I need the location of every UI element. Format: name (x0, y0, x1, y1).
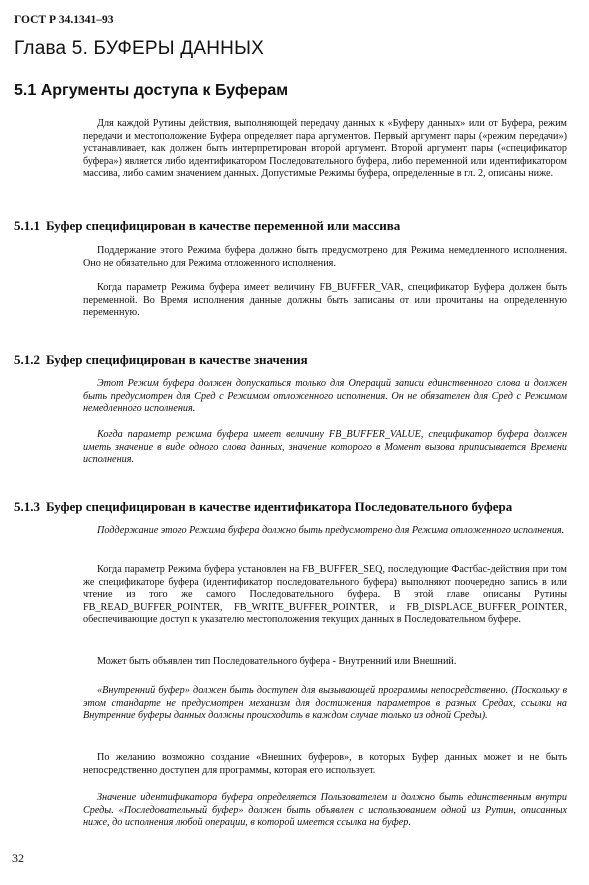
subsection-heading (14, 499, 512, 515)
subsection-title: Буфер специфицирован в качестве переменной или массива (46, 218, 401, 233)
chapter-title: Глава 5. БУФЕРЫ ДАННЫХ (14, 38, 264, 59)
paragraph: Поддержание этого Режима буфера должно быть предусмотрено для Режима немедленного исполнения. Оно не обязательно для Режима отложенного исполнения. (83, 245, 567, 269)
paragraph: Может быть объявлен тип Последовательного буфера - Внутренний или Внешний. (97, 656, 457, 667)
page-number: 32 (12, 851, 24, 865)
paragraph: Для каждой Рутины действия, выполняющей передачу данных к «Буферу данных» или от Буфера, режим передачи и местоположение Буфера определяет пара аргументов. Первый аргумент пары («режим передачи») устанавливает, как должен быть интерпретирован второй аргумент. Второй аргумент пары («спецификатор буфера») является либо идентификатором Последовательного буфера, либо переменной или идентификатором массива, либо самим значением данных. Допустимые Режимы буфера, определенные в гл. 2, описаны ниже. (83, 118, 567, 180)
subsection-number: 5.1.3 (14, 499, 40, 514)
section-title: Аргументы доступа к Буферам (40, 82, 289, 99)
subsection-title: Буфер специфицирован в качестве значения (46, 352, 308, 367)
paragraph: Значение идентификатора буфера определяется Пользователем и должно быть единственным внутри Среды. «Последовательный буфер» должен быть объявлен с использованием одной из Рутин, описанных ниже, до исполнения любой операции, в которой имеется ссылка на буфер. (83, 792, 567, 829)
paragraph: Этот Режим буфера должен допускаться только для Операций записи единственного слова и должен быть предусмотрен для Сред с Режимом отложенного исполнения. Он не обязателен для Сред с Режимом немедленного исполнения. (83, 378, 567, 415)
standard-header: ГОСТ Р 34.1341–93 (14, 14, 114, 26)
subsection-heading (14, 352, 308, 368)
subsection-title: Буфер специфицирован в качестве идентификатора Последовательного буфера (46, 499, 513, 514)
paragraph: По желанию возможно создание «Внешних буферов», в которых Буфер данных может и не быть непосредственно доступен для программы, которая его использует. (83, 752, 567, 776)
subsection-number: 5.1.2 (14, 352, 40, 367)
subsection-heading (14, 218, 400, 234)
paragraph: «Внутренний буфер» должен быть доступен для вызывающей программы непосредственно. (Поскольку в этом стандарте не предусмотрен механизм для достижения параметров в разных Средах, ссылки на Внутренние буферы данных должны происходить в каждом случае только из одной Среды). (83, 685, 567, 722)
paragraph: Когда параметр режима буфера имеет величину FB_BUFFER_VALUE, спецификатор буфера должен иметь значение в виде одного слова данных, значение которого в Момент вызова приписывается Времени исполнения. (83, 429, 567, 466)
paragraph: Когда параметр Режима буфера установлен на FB_BUFFER_SEQ, последующие Фастбас-действия при том же спецификаторе буфера (идентификатор последовательного буфера) выполняют поочередно запись в или чтение из того же самого Последовательного буфера. В этой главе описаны Рутины FB_READ_BUFFER_POINTER, FB_WRITE_BUFFER_POINTER, и FB_DISPLACE_BUFFER_POINTER, обеспечивающие доступ к указателю местоположения текущих данных в Последовательном буфере. (83, 564, 567, 626)
section-number: 5.1 (14, 82, 37, 99)
section-heading (14, 82, 288, 100)
paragraph: Когда параметр Режима буфера имеет величину FB_BUFFER_VAR, спецификатор Буфера должен быть переменной. Во Время исполнения данные должны быть записаны от или прочитаны на определенную переменную. (83, 282, 567, 319)
subsection-number: 5.1.1 (14, 218, 40, 233)
paragraph: Поддержание этого Режима буфера должно быть предусмотрено для Режима отложенного исполнения. (97, 525, 565, 536)
